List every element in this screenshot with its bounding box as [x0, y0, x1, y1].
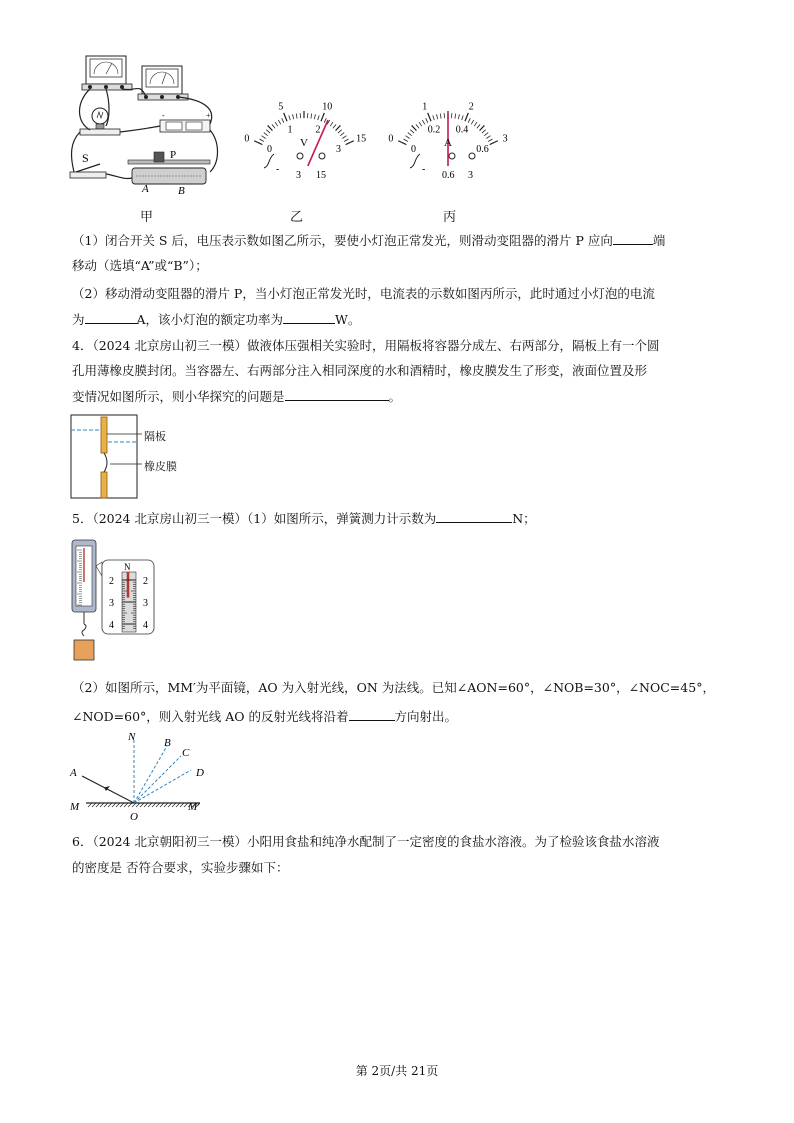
volt-tick [275, 122, 278, 126]
q4-line3 [72, 388, 401, 405]
volt-tick [314, 114, 315, 119]
ammeter-dial [372, 86, 524, 186]
label-O: O [130, 811, 138, 822]
amp-tick [482, 130, 486, 133]
amp-tick [477, 124, 480, 128]
volt-bottom-label: 2 [315, 124, 321, 136]
volt-tick [284, 113, 287, 121]
volt-tick [324, 118, 326, 122]
amp-bottom-label: 0.4 [455, 124, 469, 136]
q5-blank-2[interactable] [349, 708, 395, 721]
volt-bottom-label: 1 [287, 124, 293, 136]
q3-blank-3[interactable] [283, 311, 335, 324]
q4-blank[interactable] [285, 388, 389, 401]
scale-left-4: 4 [109, 620, 114, 631]
membrane-label: 橡皮膜 [144, 460, 177, 473]
slider-label: P [170, 149, 177, 161]
page-footer: 第 2页/共 21页 [355, 1064, 439, 1078]
amp-tick [408, 133, 412, 136]
q5-l1-b: N； [512, 511, 536, 526]
caption-yi: 乙 [290, 210, 304, 225]
voltmeter-dial [228, 86, 380, 186]
voltmeter-terminal-minus: - [276, 164, 280, 175]
q3-p1-text: （1）闭合开关 S 后，电压表示数如图乙所示，要使小灯泡正常发光，则滑动变阻器的滑片 P 应向 [72, 233, 613, 248]
amp-tick [428, 113, 431, 121]
voltmeter-unit: V [300, 137, 308, 149]
circuit-battery [160, 111, 211, 132]
label-B: B [164, 737, 171, 749]
voltmeter-terminal-3: 3 [296, 170, 301, 181]
volt-tick [278, 120, 281, 124]
q3-part2-line2 [72, 311, 360, 328]
q4-line2: 孔用薄橡皮膜封闭。当容器左、右两部分注入相同深度的水和酒精时，橡皮膜发生了形变，液面位置及形 [72, 363, 648, 378]
volt-tick [318, 115, 319, 120]
amp-bottom-label: 0.2 [427, 124, 441, 136]
voltmeter-terminal-15: 15 [316, 170, 326, 181]
circuit-rheostat [128, 149, 210, 197]
volt-tick [296, 114, 297, 119]
ray-OD [134, 770, 191, 803]
partition-label: 隔板 [144, 430, 166, 443]
q5-p2-a: ∠NOD=60°，则入射光线 AO 的反射光线将沿着 [72, 709, 349, 724]
amp-tick [416, 124, 419, 128]
partition-upper [101, 417, 107, 453]
volt-tick [272, 124, 275, 128]
q3-part1-line2: 移动（选填“A”或“B”）； [72, 258, 208, 273]
amp-tick [480, 125, 485, 130]
volt-tick [254, 141, 262, 145]
q4-line1: 4．（2024 北京房山初三一模）做液体压强相关实验时，用隔板将容器分成左、右两部分，隔板上有一个圆 [72, 338, 660, 353]
amp-bottom-label: 0 [411, 143, 417, 155]
ammeter-terminals [410, 153, 475, 181]
q3-blank-2[interactable] [85, 311, 137, 324]
q5-p2-b: 方向射出。 [394, 709, 458, 724]
volt-tick [346, 141, 354, 145]
amp-tick [484, 133, 488, 136]
q5-l1-a: 5．（2024 北京房山初三一模）（1）如图所示，弹簧测力计示数为 [72, 511, 437, 526]
ray-OB [134, 746, 167, 803]
circuit-figure [66, 52, 226, 202]
circuit-bulb [80, 108, 120, 135]
amp-top-label: 2 [468, 101, 474, 113]
terminal-b-label: B [178, 185, 185, 197]
volt-tick [321, 113, 324, 121]
volt-tick [293, 114, 294, 119]
q3-p2-b: A，该小灯泡的额定功率为 [136, 312, 284, 327]
amp-tick [490, 141, 498, 145]
ammeter-unit: A [444, 137, 452, 149]
q5-part2-line2 [72, 708, 457, 725]
ammeter-terminal-minus: - [422, 164, 426, 175]
ammeter-terminal-06: 0.6 [442, 170, 455, 181]
volt-tick [282, 118, 284, 122]
q3-blank-1[interactable] [613, 232, 653, 245]
amp-tick [422, 120, 425, 124]
q4-l3-a: 变情况如图所示，则小华探究的问题是 [72, 389, 285, 404]
amp-tick [398, 141, 406, 145]
scale-right-4: 4 [143, 620, 148, 631]
amp-bottom-label: 0.6 [476, 143, 489, 155]
voltmeter-terminals [264, 153, 326, 181]
scale-left-3: 3 [109, 598, 114, 609]
spring-scale-figure [66, 536, 166, 664]
q3-part1-line1 [72, 232, 665, 249]
caption-bing: 丙 [443, 210, 457, 225]
q3-p2-a: 为 [72, 312, 85, 327]
switch-label: S [82, 151, 89, 165]
scale-left-2: 2 [109, 576, 114, 587]
volt-top-label: 10 [322, 101, 333, 113]
volt-tick [330, 122, 333, 126]
volt-tick [311, 114, 312, 119]
volt-bottom-label: 0 [267, 143, 273, 155]
amp-top-label: 3 [502, 133, 508, 145]
volt-top-label: 0 [244, 133, 250, 145]
amp-tick [419, 122, 422, 126]
q3-p2-c: W。 [335, 312, 361, 327]
mirror-figure [66, 730, 216, 822]
circuit-switch [70, 151, 106, 178]
volt-tick [266, 130, 270, 133]
amp-tick [465, 113, 468, 121]
volt-top-label: 15 [356, 133, 367, 145]
volt-top-label: 5 [278, 101, 284, 113]
q5-blank-1[interactable] [436, 510, 512, 523]
terminal-a-label: A [142, 183, 149, 195]
volt-tick [260, 139, 264, 141]
label-A: A [70, 767, 77, 779]
volt-tick [344, 139, 348, 141]
volt-tick [338, 130, 342, 133]
label-D: D [196, 767, 204, 779]
q5-line1 [72, 510, 536, 527]
scale-right-3: 3 [143, 598, 148, 609]
battery-minus-label: - [162, 111, 165, 120]
q4-l3-b: 。 [388, 389, 402, 404]
volt-tick [333, 124, 336, 128]
amp-tick [486, 136, 490, 139]
ammeter-terminal-3: 3 [468, 170, 473, 181]
hanging-block [74, 640, 94, 660]
amp-tick [406, 136, 410, 139]
label-N: N [128, 731, 136, 743]
amp-tick [426, 118, 428, 122]
incident-ray-AO [82, 776, 134, 803]
amp-tick [410, 130, 414, 133]
volt-tick [342, 136, 346, 139]
amp-tick [488, 139, 492, 141]
amp-tick [404, 139, 408, 141]
circuit-voltmeter [82, 56, 132, 90]
q3-p1-end: 端 [652, 233, 666, 248]
volt-tick [340, 133, 344, 136]
q6-line2: 的密度是 否符合要求，实验步骤如下： [72, 860, 289, 875]
amp-top-label: 1 [422, 101, 428, 113]
label-M-prime: M′ [188, 801, 200, 813]
amp-tick [458, 114, 459, 119]
amp-tick [468, 118, 470, 122]
volt-tick [268, 125, 273, 130]
volt-tick [289, 115, 290, 120]
volt-bottom-label: 3 [335, 143, 341, 155]
scale-unit: N [124, 562, 131, 572]
q5-part2-line1: （2）如图所示，MM′为平面镜，AO 为入射光线，ON 为法线。已知∠AON=60°，∠NOB=30°，∠NOC=45°， [72, 680, 715, 695]
amp-tick [433, 115, 434, 120]
amp-tick [437, 114, 438, 119]
q3-part2-line1: （2）移动滑动变阻器的滑片 P，当小灯泡正常发光时，电流表的示数如图丙所示，此时通过小灯泡的电流 [72, 286, 655, 301]
container-figure [70, 414, 190, 500]
partition-lower [101, 472, 107, 498]
battery-plus-label: + [206, 111, 211, 120]
amp-tick [471, 120, 474, 124]
caption-jia: 甲 [140, 210, 154, 225]
amp-tick [455, 114, 456, 119]
amp-top-label: 0 [388, 133, 394, 145]
volt-tick [264, 133, 268, 136]
amp-tick [440, 114, 441, 119]
amp-tick [474, 122, 477, 126]
label-C: C [182, 747, 190, 759]
q6-line1: 6．（2024 北京朝阳初三一模）小阳用食盐和纯净水配制了一定密度的食盐水溶液。为了检验该食盐水溶液 [72, 834, 660, 849]
amp-tick [412, 125, 417, 130]
volt-tick [262, 136, 266, 139]
label-M: M [70, 801, 80, 813]
scale-right-2: 2 [143, 576, 148, 587]
amp-tick [462, 115, 463, 120]
volt-tick [336, 125, 341, 130]
